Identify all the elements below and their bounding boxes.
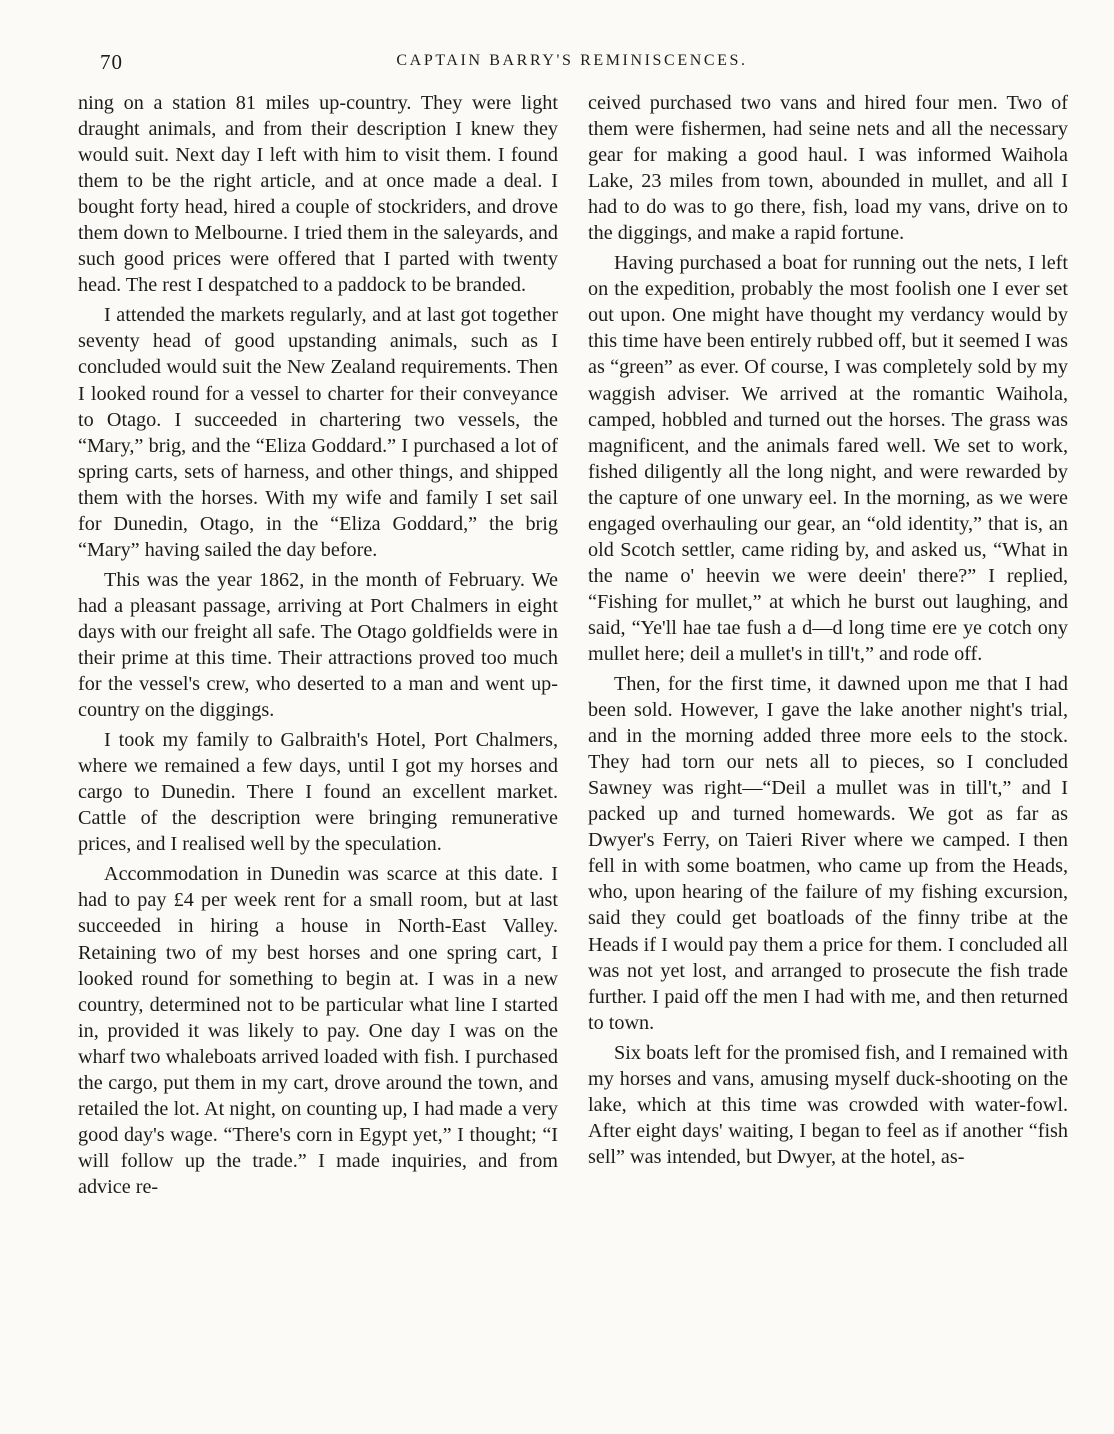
paragraph: ning on a station 81 miles up-country. They were light draught animals, and from their description I knew they would suit. Next day I left with him to visit them. I found them to be the right article, and at once made a deal. I bought forty head, hired a couple of stockriders, and drove them down to Melbourne. I tried them in the saleyards, and such good prices were offered that I parted with twenty head. The rest I despatched to a paddock to be branded. <box>78 92 558 297</box>
paragraph: Having purchased a boat for running out the nets, I left on the expedition, probably the most foolish one I ever set out upon. One might have thought my verdancy would by this time have been entirely rubbed off, but it seemed I was as “green” as ever. Of course, I was completely sold by my waggish adviser. We arrived at the romantic Waihola, camped, hobbled and turned out the horses. The grass was magnificent, and the animals fared well. We set to work, fished diligently all the long night, and were rewarded by the capture of one unwary eel. In the morning, as we were engaged overhauling our gear, an “old identity,” that is, an old Scotch settler, came riding by, and asked us, “What in the name o' heevin we were deein' there?” I replied, “Fishing for mullet,” at which he burst out laughing, and said, “Ye'll hae tae fush a d—d long time ere ye cotch ony mullet here; deil a mullet's in till't,” and rode off. <box>588 252 1068 665</box>
paragraph: I attended the markets regularly, and at last got together seventy head of good upstanding animals, such as I concluded would suit the New Zealand requirements. Then I looked round for a vessel to charter for their conveyance to Otago. I succeeded in chartering two vessels, the “Mary,” brig, and the “Eliza Goddard.” I purchased a lot of spring carts, sets of harness, and other things, and shipped them with the horses. With my wife and family I set sail for Dunedin, Otago, in the “Eliza Goddard,” the brig “Mary” having sailed the day before. <box>78 304 558 561</box>
paragraph: ceived purchased two vans and hired four men. Two of them were fishermen, had seine nets and all the necessary gear for making a good haul. I was informed Waihola Lake, 23 miles from town, abounded in mullet, and all I had to do was to go there, fish, load my vans, drive on to the diggings, and make a rapid fortune. <box>588 92 1068 245</box>
right-column <box>588 90 1068 1174</box>
paragraph: Six boats left for the promised fish, and I remained with my horses and vans, amusing myself duck-shooting on the lake, which at this time was crowded with water-fowl. After eight days' waiting, I began to feel as if another “fish sell” was intended, but Dwyer, at the hotel, as- <box>588 1041 1068 1168</box>
left-column <box>78 90 558 1204</box>
running-title: CAPTAIN BARRY'S REMINISCENCES. <box>396 52 748 69</box>
paragraph: Then, for the first time, it dawned upon me that I had been sold. However, I gave the lake another night's trial, and in the morning added three more eels to the stock. They had torn our nets all to pieces, so I concluded Sawney was right—“Deil a mullet was in till't,” and I packed up and turned homewards. We got as far as Dwyer's Ferry, on Taieri River where we camped. I then fell in with some boatmen, who came up from the Heads, who, upon hearing of the failure of my fishing excursion, said they could get boatloads of the finny tribe at the Heads if I would pay them a price for them. I concluded all was not yet lost, and arranged to prosecute the fish trade further. I paid off the men I had with me, and then returned to town. <box>588 673 1068 1034</box>
paragraph: I took my family to Galbraith's Hotel, Port Chalmers, where we remained a few days, until I got my horses and cargo to Dunedin. There I found an excellent market. Cattle of the description were bringing remunerative prices, and I realised well by the speculation. <box>78 729 558 856</box>
page-number: 70 <box>100 50 123 74</box>
paragraph: Accommodation in Dunedin was scarce at this date. I had to pay £4 per week rent for a small room, but at last succeeded in hiring a house in North-East Valley. Retaining two of my best horses and one spring cart, I looked round for something to begin at. I was in a new country, determined not to be particular what line I started in, provided it was likely to pay. One day I was on the wharf two whaleboats arrived loaded with fish. I purchased the cargo, put them in my cart, drove around the town, and retailed the lot. At night, on counting up, I had made a very good day's wage. “There's corn in Egypt yet,” I thought; “I will follow up the trade.” I made inquiries, and from advice re- <box>78 863 558 1198</box>
paragraph: This was the year 1862, in the month of February. We had a pleasant passage, arriving at Port Chalmers in eight days with our freight all safe. The Otago goldfields were in their prime at this time. Their attractions proved too much for the vessel's crew, who deserted to a man and went up-country on the diggings. <box>78 568 558 722</box>
